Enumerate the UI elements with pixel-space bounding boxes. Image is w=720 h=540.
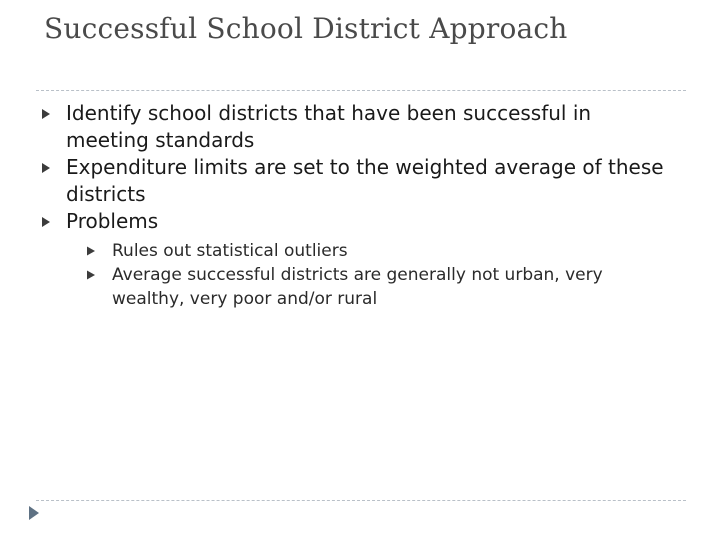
top-divider	[36, 90, 686, 91]
triangle-bullet-icon	[40, 108, 52, 120]
bullet-text: Problems	[66, 209, 159, 233]
triangle-bullet-icon	[40, 216, 52, 228]
bullet-text: Expenditure limits are set to the weighted average of these districts	[66, 155, 664, 206]
nav-arrow-icon[interactable]	[28, 505, 40, 521]
sub-bullet-list	[40, 239, 670, 311]
sub-bullet-item	[86, 263, 670, 311]
bullet-list	[40, 100, 670, 311]
bullet-text: Identify school districts that have been successful in meeting standards	[66, 101, 592, 152]
triangle-bullet-icon	[40, 162, 52, 174]
bullet-item	[40, 154, 670, 208]
slide-title: Successful School District Approach	[44, 12, 568, 45]
sub-bullet-text: Average successful districts are generally not urban, very wealthy, very poor and/or rural	[112, 265, 603, 309]
triangle-bullet-icon	[86, 246, 96, 256]
bullet-item	[40, 100, 670, 154]
triangle-bullet-icon	[86, 270, 96, 280]
bullet-item	[40, 208, 670, 235]
sub-bullet-text: Rules out statistical outliers	[112, 241, 348, 261]
bottom-divider	[36, 500, 686, 501]
sub-bullet-item	[86, 239, 670, 263]
